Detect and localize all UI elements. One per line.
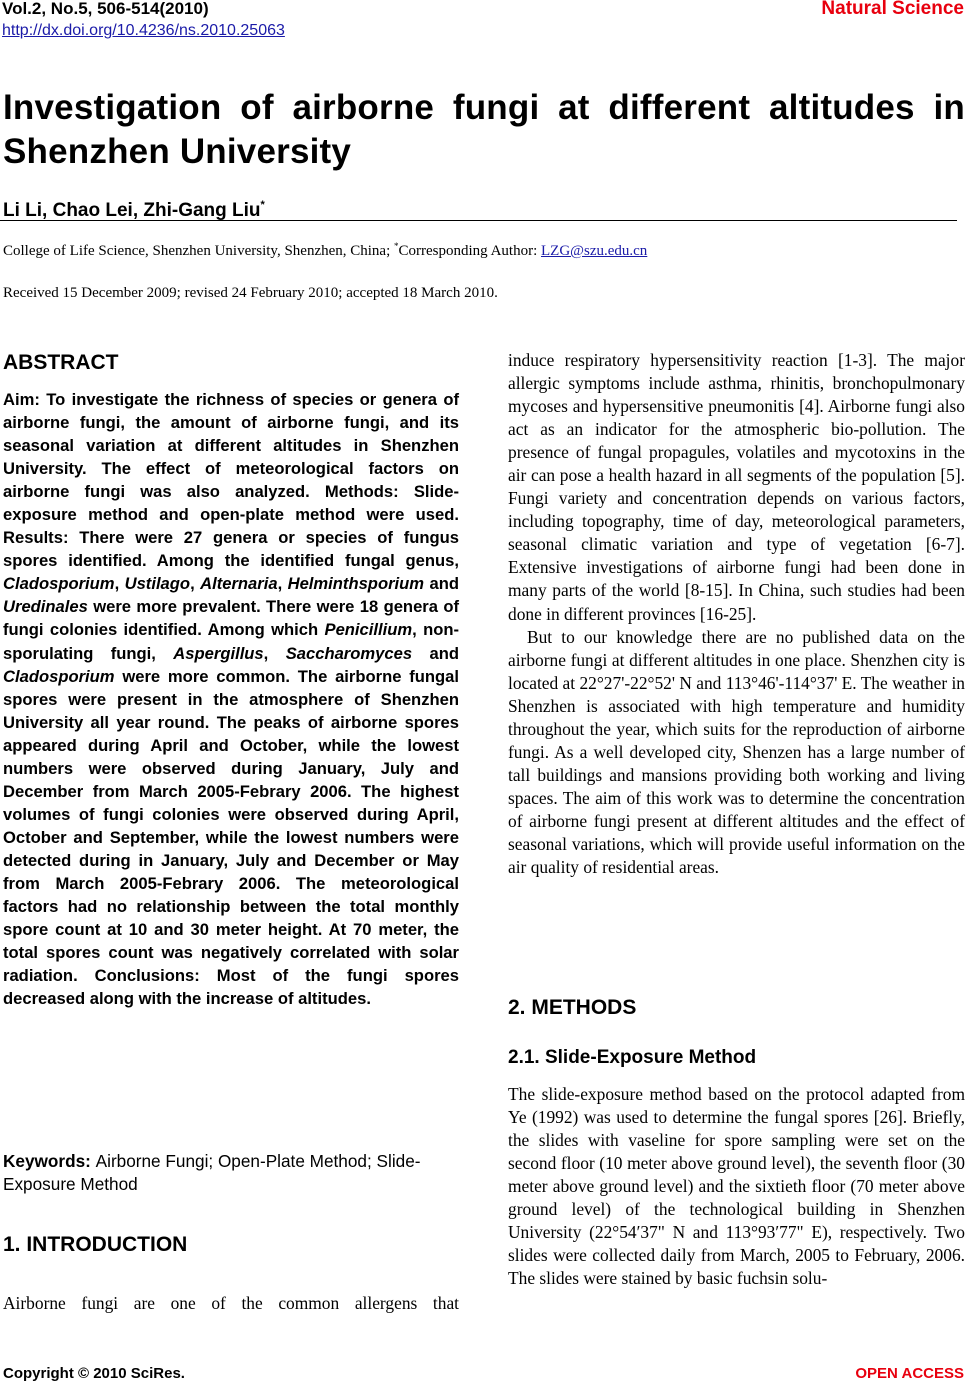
abstract-text: were more common. The airborne fungal spores were present in the atmosphere of Shenzhen University all year round. The peaks of airborne spores appeared during April and October, while the lowest numbers were observed during January, July and December from March 2005-Febrary 2006. The highest volumes of fungi colonies were observed during April, October and September, while the lowest numbers were detected during in January, July and December or May from March 2005-Febrary 2006. The meteorological factors had no relationship between the total monthly spore count at 10 and 30 meter height. At 70 meter, the total spores count was negatively correlated with solar radiation. Conclusions: Most of the fungi spores decreased along with the increase of altitudes. bbox=[3, 666, 459, 1009]
introduction-paragraph-start: Airborne fungi are one of the common allergens that bbox=[3, 1293, 459, 1313]
affiliation bbox=[3, 236, 647, 261]
journal-volume-info: Vol.2, No.5, 506-514(2010) bbox=[2, 0, 209, 18]
keywords-label: Keywords: bbox=[3, 1151, 96, 1171]
abstract-text: Aim: To investigate the richness of species or genera of airborne fungi, the amount of airborne fungi, and its seasonal variation at different altitudes in Shenzhen University. The effect of meteorological factors on airborne fungi was also analyzed. Methods: Slide-exposure method and open-plate method were used. Results: There were 27 genera or species of fungus spores identified. Among the identified fungal genus, bbox=[3, 390, 459, 571]
abstract-body bbox=[3, 388, 459, 1010]
article-title: Investigation of airborne fungi at different altitudes in Shenzhen University bbox=[3, 88, 965, 171]
affiliation-text: College of Life Science, Shenzhen University, Shenzhen, China; bbox=[3, 243, 395, 259]
abstract-text: , bbox=[263, 643, 286, 663]
slide-exposure-subheading: 2.1. Slide-Exposure Method bbox=[508, 1047, 757, 1068]
genus-name: Helminthsporium bbox=[287, 574, 425, 594]
genus-name: Penicillium bbox=[324, 620, 413, 640]
genus-name: Aspergillus bbox=[173, 643, 264, 663]
open-access-label: OPEN ACCESS bbox=[855, 1365, 964, 1382]
author-list bbox=[3, 193, 265, 223]
authors-text: Li Li, Chao Lei, Zhi-Gang Liu bbox=[3, 200, 261, 221]
corresponding-label: Corresponding Author: bbox=[398, 243, 542, 259]
abstract-text: , bbox=[190, 574, 201, 594]
abstract-text: and bbox=[424, 574, 459, 594]
keywords-value: Airborne Fungi; Open-Plate Method; Slide-Exposure Method bbox=[3, 1151, 421, 1194]
abstract-text: , bbox=[114, 574, 125, 594]
genus-name: Alternaria bbox=[200, 574, 278, 594]
genus-name: Cladosporium bbox=[3, 574, 115, 594]
abstract-text: and bbox=[412, 643, 459, 663]
introduction-paragraph-1-continued: induce respiratory hypersensitivity reaction [1-3]. The major allergic symptoms include asthma, rhinitis, bronchopulmonary mycoses and hypersensitive pneumonitis [4]. Airborne fungi also act as an indicator for the atmospheric bio-pollution. The presence of fungal propagules, volatiles and mycotoxins in the air can pose a health hazard in all segments of the population [5]. Fungi variety and concentration depends on various factors, including topography, time of day, meteorological parameters, seasonal climatic variation and type of vegetation [6-7]. Extensive investigations of airborne fungi had been done in many parts of the world [8-15]. In China, such studies had been done in different provinces [16-25]. bbox=[508, 350, 965, 624]
genus-name: Cladosporium bbox=[3, 666, 115, 686]
genus-name: Uredinales bbox=[3, 597, 88, 617]
genus-name: Ustilago bbox=[124, 574, 191, 594]
copyright-notice: Copyright © 2010 SciRes. bbox=[3, 1365, 185, 1382]
abstract-heading: ABSTRACT bbox=[3, 351, 119, 374]
doi-link[interactable]: http://dx.doi.org/10.4236/ns.2010.25063 bbox=[2, 22, 285, 39]
methods-paragraph: The slide-exposure method based on the protocol adapted from Ye (1992) was used to determine the fungal spores [26]. Briefly, the slides with vaseline for spore sampling were set on the second floor (10 meter above ground level), the seventh floor (30 meter above ground level) and the sixtieth floor (70 meter above ground level) of the technological building in Shenzhen University (22°54′37" N and 113°93′77" E), respectively. Two slides were collected daily from March, 2005 to February, 2006. The slides were stained by basic fuchsin solu- bbox=[508, 1084, 965, 1289]
genus-name: Saccharomyces bbox=[285, 643, 413, 663]
methods-heading: 2. METHODS bbox=[508, 996, 637, 1019]
corresponding-author-mark: * bbox=[260, 199, 265, 211]
title-divider bbox=[0, 220, 957, 221]
received-dates: Received 15 December 2009; revised 24 February 2010; accepted 18 March 2010. bbox=[3, 285, 498, 301]
abstract-text: , bbox=[277, 574, 288, 594]
introduction-continued bbox=[508, 349, 965, 879]
introduction-paragraph-2: But to our knowledge there are no published data on the airborne fungi at different altitudes in one place. Shenzhen city is located at 22°27'-22°52' N and 113°46'-114°37' E. The weather in Shenzhen is associated with high temperature and humidity throughout the year, which suits for the reproduction of airborne fungi. As a well developed city, Shenzen has a large number of tall buildings and mansions providing both working and living spaces. The aim of this work was to determine the concentration of airborne fungi present at different altitudes and the effect of seasonal variations, which will provide useful information on the air quality of residential areas. bbox=[508, 626, 965, 878]
keywords bbox=[3, 1150, 459, 1196]
email-link[interactable]: LZG@szu.edu.cn bbox=[541, 243, 648, 259]
journal-name: Natural Science bbox=[821, 0, 964, 19]
corresponding-mark: * bbox=[394, 241, 399, 251]
abstract-text: were more prevalent. There were 18 genera of fungi colonies identified. Among which bbox=[3, 597, 459, 640]
abstract-text: , non-sporulating fungi, bbox=[3, 620, 459, 663]
introduction-heading: 1. INTRODUCTION bbox=[3, 1233, 188, 1256]
